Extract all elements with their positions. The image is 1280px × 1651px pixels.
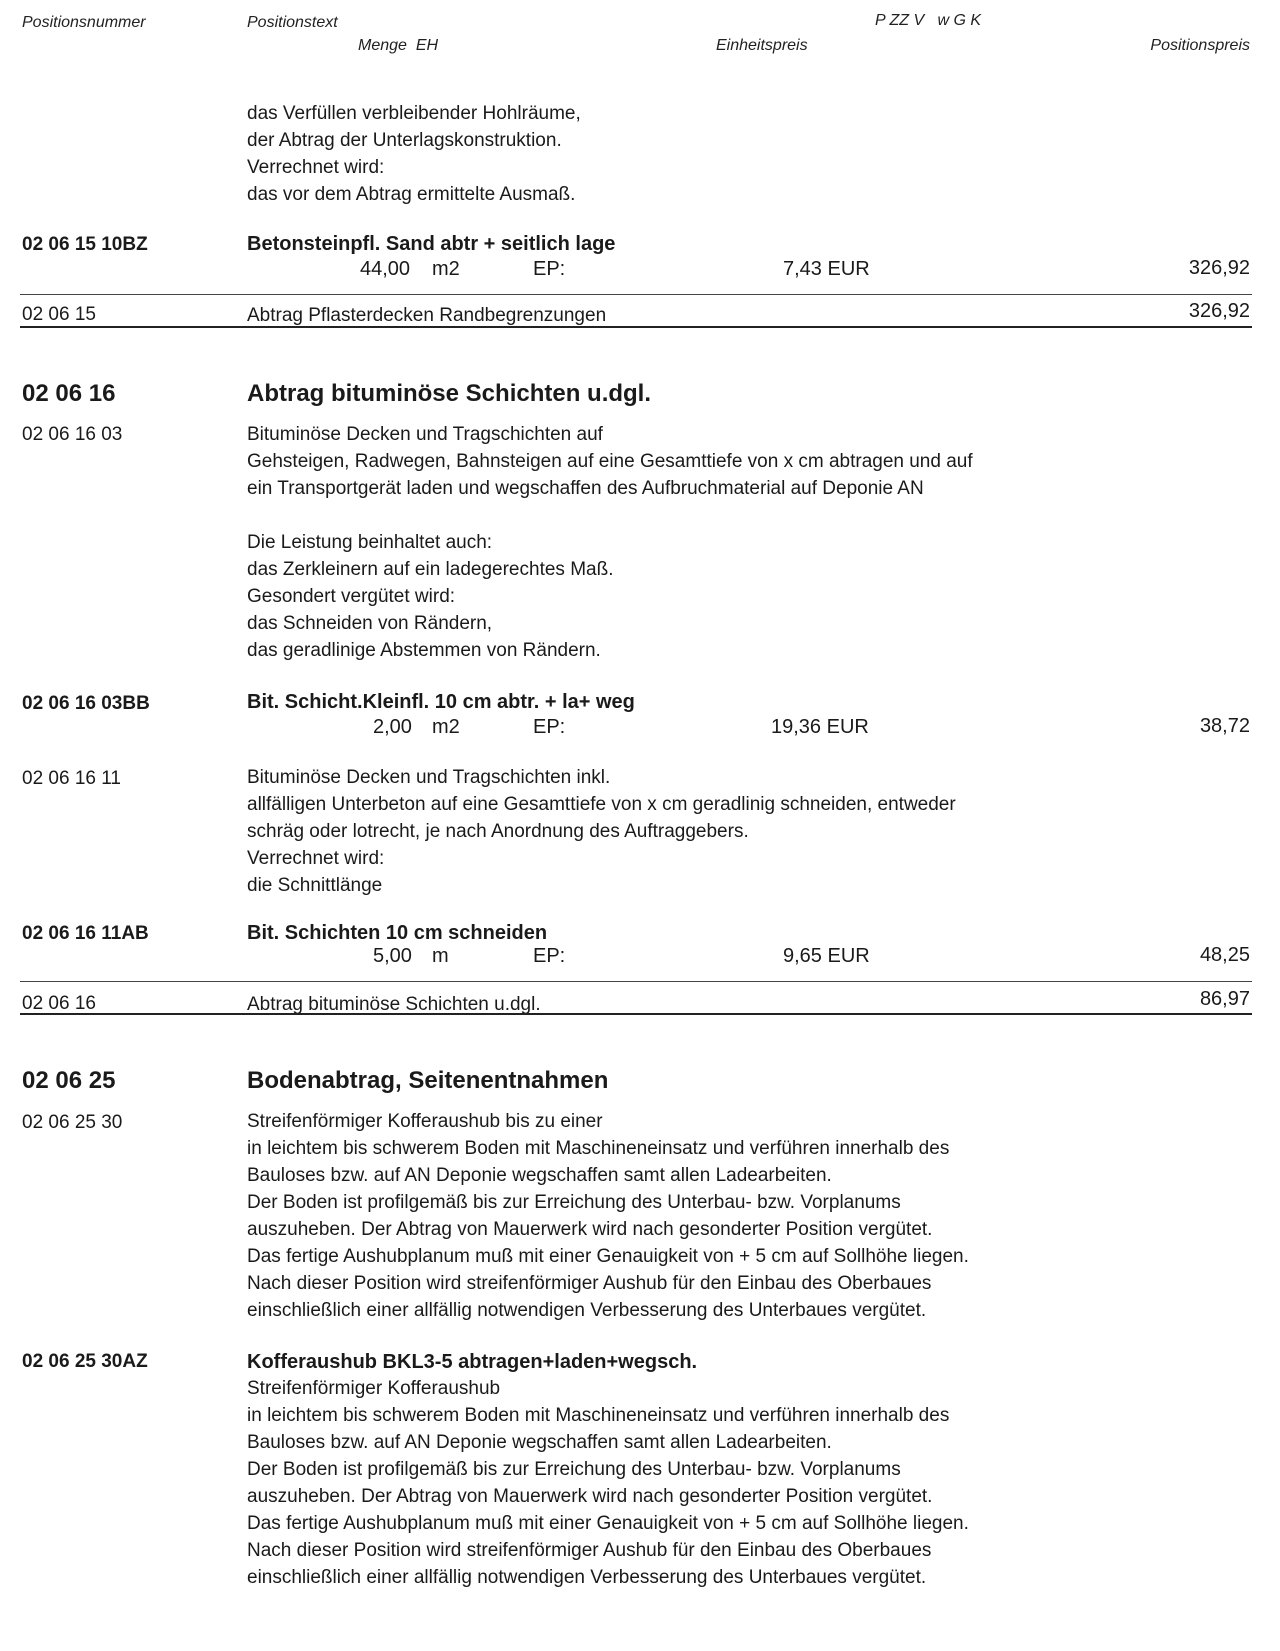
item-unit: m2 — [432, 716, 460, 738]
item-quantity: 5,00 — [373, 945, 412, 967]
subtotal-label: Abtrag Pflasterdecken Randbegrenzungen — [247, 305, 607, 326]
item-unit-price: 9,65 EUR — [783, 945, 870, 967]
item-number: 02 06 16 03BB — [22, 693, 150, 714]
item-description: Streifenförmiger Kofferaushub in leichtem bis schwerem Boden mit Maschineneinsatz und verführen innerhalb des Bauloses bzw. auf AN Deponie wegschaffen samt allen Ladearbeiten. Der Boden ist profilgemäß bis zur Erreichung des Unterbau- bzw. Vorplanums auszuheben. Der Abtrag von Mauerwerk wird nach gesonderter Position vergütet. Das fertige Aushubplanum muß mit einer Genauigkeit von + 5 cm auf Sollhöhe liegen. Nach dieser Position wird streifenförmiger Aushub für den Einbau des Oberbaues einschließlich einer allfällig notwendigen Verbesserung des Unterbaues vergütet. — [247, 1378, 969, 1588]
item-total: 48,25 — [1199, 944, 1250, 966]
item-quantity: 2,00 — [373, 716, 412, 738]
item-unit-price: 19,36 EUR — [771, 716, 869, 738]
subtotal-top-rule — [20, 294, 1252, 295]
item-number: 02 06 25 30AZ — [22, 1351, 148, 1372]
subtotal-number: 02 06 15 — [22, 304, 96, 325]
position-text: Bituminöse Decken und Tragschichten inkl. allfälligen Unterbeton auf eine Gesamttiefe von x cm geradlinig schneiden, entweder schräg oder lotrecht, je nach Anordnung des Auftraggebers. Verrechnet wird: die Schnittlänge — [247, 767, 956, 896]
subtotal-total: 86,97 — [1199, 988, 1250, 1010]
header-position-text: Positionstext — [247, 14, 338, 31]
subtotal-label: Abtrag bituminöse Schichten u.dgl. — [247, 994, 541, 1015]
item-title: Betonsteinpfl. Sand abtr + seitlich lage — [247, 233, 616, 255]
header-unit-price: Einheitspreis — [716, 37, 808, 54]
item-title: Bit. Schichten 10 cm schneiden — [247, 922, 548, 944]
item-unit: m2 — [432, 258, 460, 280]
header-position-price: Positionspreis — [1150, 37, 1250, 54]
item-unit: m — [432, 945, 449, 967]
header-quantity-unit: Menge EH — [358, 37, 439, 54]
item-ep-label: EP: — [533, 716, 566, 738]
section-title: Abtrag bituminöse Schichten u.dgl. — [247, 380, 652, 407]
subtotal-top-rule — [20, 981, 1252, 982]
position-number: 02 06 16 11 — [22, 768, 121, 789]
item-quantity: 44,00 — [360, 258, 411, 280]
section-number: 02 06 16 — [22, 380, 116, 407]
position-text: Streifenförmiger Kofferaushub bis zu einer in leichtem bis schwerem Boden mit Maschineneinsatz und verführen innerhalb des Bauloses bzw. auf AN Deponie wegschaffen samt allen Ladearbeiten. Der Boden ist profilgemäß bis zur Erreichung des Unterbau- bzw. Vorplanums auszuheben. Der Abtrag von Mauerwerk wird nach gesonderter Position vergütet. Das fertige Aushubplanum muß mit einer Genauigkeit von + 5 cm auf Sollhöhe liegen. Nach dieser Position wird streifenförmiger Aushub für den Einbau des Oberbaues einschließlich einer allfällig notwendigen Verbesserung des Unterbaues vergütet. — [247, 1111, 969, 1321]
position-text: Bituminöse Decken und Tragschichten auf Gehsteigen, Radwegen, Bahnsteigen auf eine Gesamttiefe von x cm abtragen und auf ein Transportgerät laden und wegschaffen des Aufbruchmaterial auf Deponie AN Die Leistung beinhaltet auch: das Zerkleinern auf ein ladegerechtes Maß. Gesondert vergütet wird: das Schneiden von Rändern, das geradlinige Abstemmen von Rändern. — [247, 424, 973, 661]
intro-text: das Verfüllen verbleibender Hohlräume, der Abtrag der Unterlagskonstruktion. Verrechnet wird: das vor dem Abtrag ermittelte Ausmaß. — [247, 103, 581, 205]
section-number: 02 06 25 — [22, 1067, 116, 1094]
item-title: Bit. Schicht.Kleinfl. 10 cm abtr. + la+ weg — [247, 691, 635, 713]
position-number: 02 06 25 30 — [22, 1112, 123, 1133]
position-number: 02 06 16 03 — [22, 424, 123, 445]
subtotal-bottom-rule — [20, 1013, 1252, 1015]
item-unit-price: 7,43 EUR — [783, 258, 870, 280]
header-flags: P ZZ V w G K — [875, 12, 982, 29]
item-total: 38,72 — [1199, 715, 1250, 737]
subtotal-number: 02 06 16 — [22, 993, 96, 1014]
header-position-number: Positionsnummer — [22, 14, 146, 31]
section-title: Bodenabtrag, Seitenentnahmen — [247, 1067, 609, 1094]
subtotal-total: 326,92 — [1188, 300, 1250, 322]
item-ep-label: EP: — [533, 258, 566, 280]
item-total: 326,92 — [1188, 257, 1250, 279]
item-number: 02 06 15 10BZ — [22, 234, 148, 255]
item-ep-label: EP: — [533, 945, 566, 967]
item-number: 02 06 16 11AB — [22, 923, 149, 944]
item-title: Kofferaushub BKL3-5 abtragen+laden+wegsch. — [247, 1351, 698, 1373]
subtotal-bottom-rule — [20, 326, 1252, 328]
